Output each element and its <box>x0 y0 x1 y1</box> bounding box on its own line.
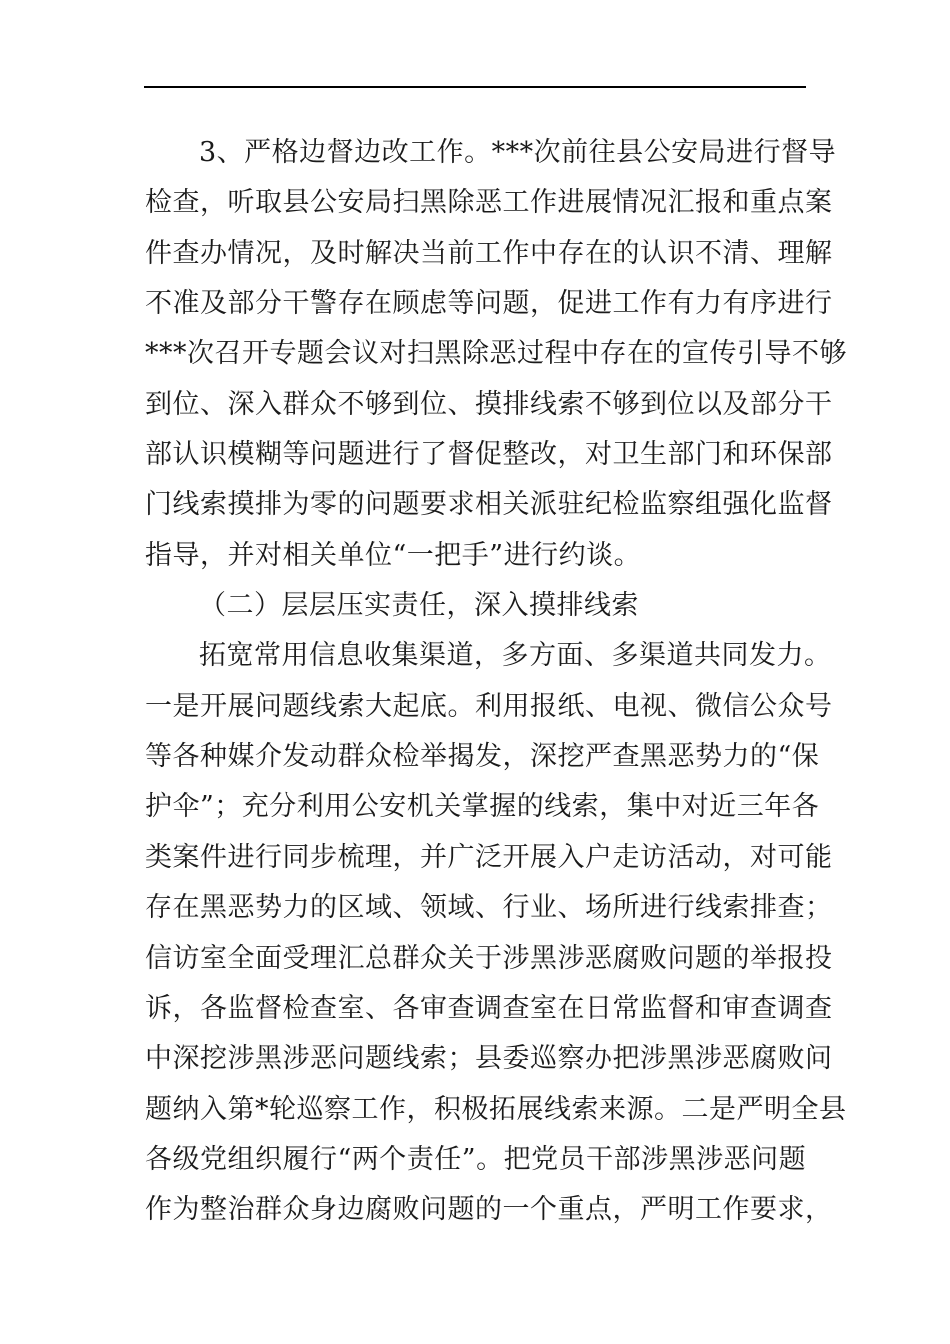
section-heading: （二）层层压实责任，深入摸排线索 <box>199 590 639 622</box>
paragraph-line: 部认识模糊等问题进行了督促整改，对卫生部门和环保部 <box>145 439 833 471</box>
header-rule <box>144 86 806 88</box>
paragraph-line: 中深挖涉黑涉恶问题线索；县委巡察办把涉黑涉恶腐败问 <box>145 1043 833 1075</box>
document-body <box>145 128 847 1236</box>
paragraph-line: 3、严格边督边改工作。***次前往县公安局进行督导 <box>199 137 837 168</box>
paragraph-line: 件查办情况，及时解决当前工作中存在的认识不清、理解 <box>145 237 833 269</box>
paragraph-line: 检查，听取县公安局扫黑除恶工作进展情况汇报和重点案 <box>145 187 833 219</box>
paragraph-line: 信访室全面受理汇总群众关于涉黑涉恶腐败问题的举报投 <box>145 942 833 974</box>
paragraph-line: 护伞”；充分利用公安机关掌握的线索，集中对近三年各 <box>145 791 820 823</box>
paragraph-line: 指导，并对相关单位“一把手”进行约谈。 <box>145 539 642 571</box>
paragraph-line: 各级党组织履行“两个责任”。把党员干部涉黑涉恶问题 <box>145 1143 807 1175</box>
paragraph-line: 门线索摸排为零的问题要求相关派驻纪检监察组强化监督 <box>145 489 833 521</box>
paragraph-line: 一是开展问题线索大起底。利用报纸、电视、微信公众号 <box>145 690 833 722</box>
paragraph-line: 等各种媒介发动群众检举揭发，深挖严查黑恶势力的“保 <box>145 741 820 773</box>
paragraph-line: ***次召开专题会议对扫黑除恶过程中存在的宣传引导不够 <box>145 338 847 370</box>
paragraph-line: 类案件进行同步梳理，并广泛开展入户走访活动，对可能 <box>145 841 833 873</box>
paragraph-line: 拓宽常用信息收集渠道，多方面、多渠道共同发力。 <box>199 640 832 672</box>
paragraph-line: 诉，各监督检查室、各审查调查室在日常监督和审查调查 <box>145 992 833 1024</box>
paragraph-line: 存在黑恶势力的区域、领域、行业、场所进行线索排查； <box>145 892 833 924</box>
paragraph-line: 到位、深入群众不够到位、摸排线索不够到位以及部分干 <box>145 388 833 420</box>
paragraph-line: 不准及部分干警存在顾虑等问题，促进工作有力有序进行 <box>145 288 833 320</box>
paragraph-line: 题纳入第*轮巡察工作，积极拓展线索来源。二是严明全县 <box>145 1093 847 1125</box>
paragraph-line: 作为整治群众身边腐败问题的一个重点，严明工作要求， <box>145 1194 833 1226</box>
